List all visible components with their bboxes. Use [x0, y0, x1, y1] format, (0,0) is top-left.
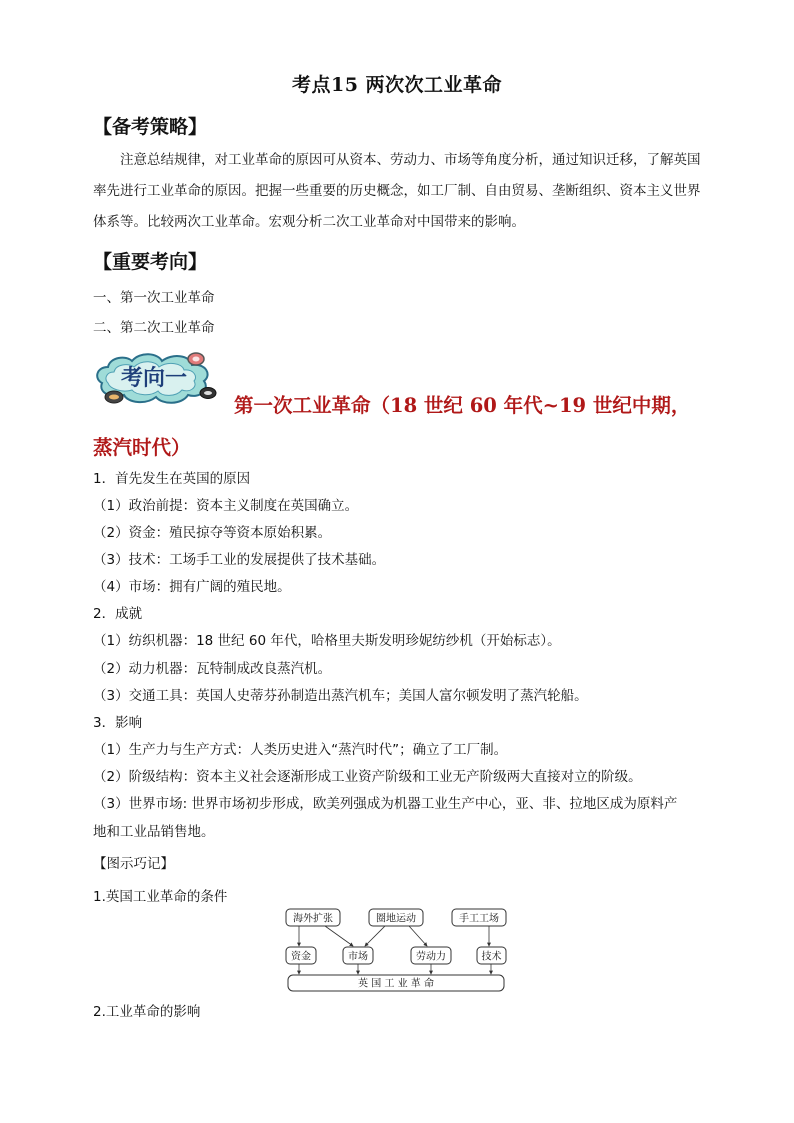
badge-label: 考向一	[120, 365, 188, 391]
direction-item-2: 二、第二次工业革命	[93, 320, 215, 336]
direction-item-1: 一、第一次工业革命	[93, 290, 215, 306]
content-line-9: （3）交通工具：英国人史蒂芬孙制造出蒸汽机车；美国人富尔顿发明了蒸汽轮船。	[93, 688, 588, 704]
diagram-label-market: 市场	[348, 951, 368, 963]
content-line-13: （3）世界市场: 世界市场初步形成，欧美列强成为机器工业生产中心，亚、非、拉地区成为原料产	[93, 796, 678, 812]
cloud-badge-icon	[92, 349, 232, 409]
diagram-label-technology: 技术	[481, 951, 502, 963]
content-line-3: （2）资金：殖民掠夺等资本原始积累。	[93, 525, 332, 541]
page-title: 考点15 两次次工业革命	[291, 74, 503, 96]
diagram-label-enclosure: 圈地运动	[376, 913, 416, 925]
arrow-overseas-market	[325, 926, 353, 946]
content-line-1: 1．首先发生在英国的原因	[93, 471, 251, 487]
content-line-7: （1）纺织机器：18 世纪 60 年代，哈格里夫斯发明珍妮纺纱机（开始标志）。	[93, 633, 561, 649]
arrow-enclosure-market	[365, 926, 385, 946]
diagram-label-revolution: 英 国 工 业 革 命	[358, 978, 434, 990]
directions-heading: 【重要考向】	[93, 251, 208, 273]
diagram-label-workshop: 手工工场	[459, 913, 499, 925]
content-line-5: （4）市场：拥有广阔的殖民地。	[93, 579, 291, 595]
topic-heading-line-1: 第一次工业革命（18 世纪 60 年代~19 世纪中期，	[234, 394, 691, 417]
strategy-paragraph	[93, 145, 701, 238]
diagram-label-overseas: 海外扩张	[293, 913, 333, 925]
strategy-heading: 【备考策略】	[93, 116, 208, 138]
conditions-diagram	[285, 906, 507, 996]
diagram-label-capital: 资金	[291, 951, 311, 963]
content-line-10: 3．影响	[93, 715, 143, 731]
content-line-6: 2．成就	[93, 606, 143, 622]
arrow-enclosure-labor	[409, 926, 427, 946]
diagram-caption: 1.英国工业革命的条件	[93, 889, 228, 905]
content-line-8: （2）动力机器：瓦特制成改良蒸汽机。	[93, 661, 332, 677]
content-line-2: （1）政治前提：资本主义制度在英国确立。	[93, 498, 359, 514]
content-line-12: （2）阶级结构：资本主义社会逐渐形成工业资产阶级和工业无产阶级两大直接对立的阶级。	[93, 769, 642, 785]
impact-caption: 2.工业革命的影响	[93, 1004, 201, 1020]
content-line-14: 地和工业品销售地。	[93, 824, 215, 840]
topic-heading-line-2: 蒸汽时代）	[93, 436, 191, 459]
content-line-4: （3）技术：工场手工业的发展提供了技术基础。	[93, 552, 386, 568]
tip-heading: 【图示巧记】	[93, 856, 174, 872]
content-line-11: （1）生产力与生产方式：人类历史进入“蒸汽时代”；确立了工厂制。	[93, 742, 508, 758]
strategy-text: 注意总结规律，对工业革命的原因可从资本、劳动力、市场等角度分析，通过知识迁移，了解英国率先进行工业革命的原因。把握一些重要的历史概念，如工厂制、自由贸易、垄断组织、资本主义世界体系等。比较两次工业革命。宏观分析二次工业革命对中国带来的影响。	[93, 152, 701, 230]
diagram-label-labor: 劳动力	[416, 951, 446, 963]
